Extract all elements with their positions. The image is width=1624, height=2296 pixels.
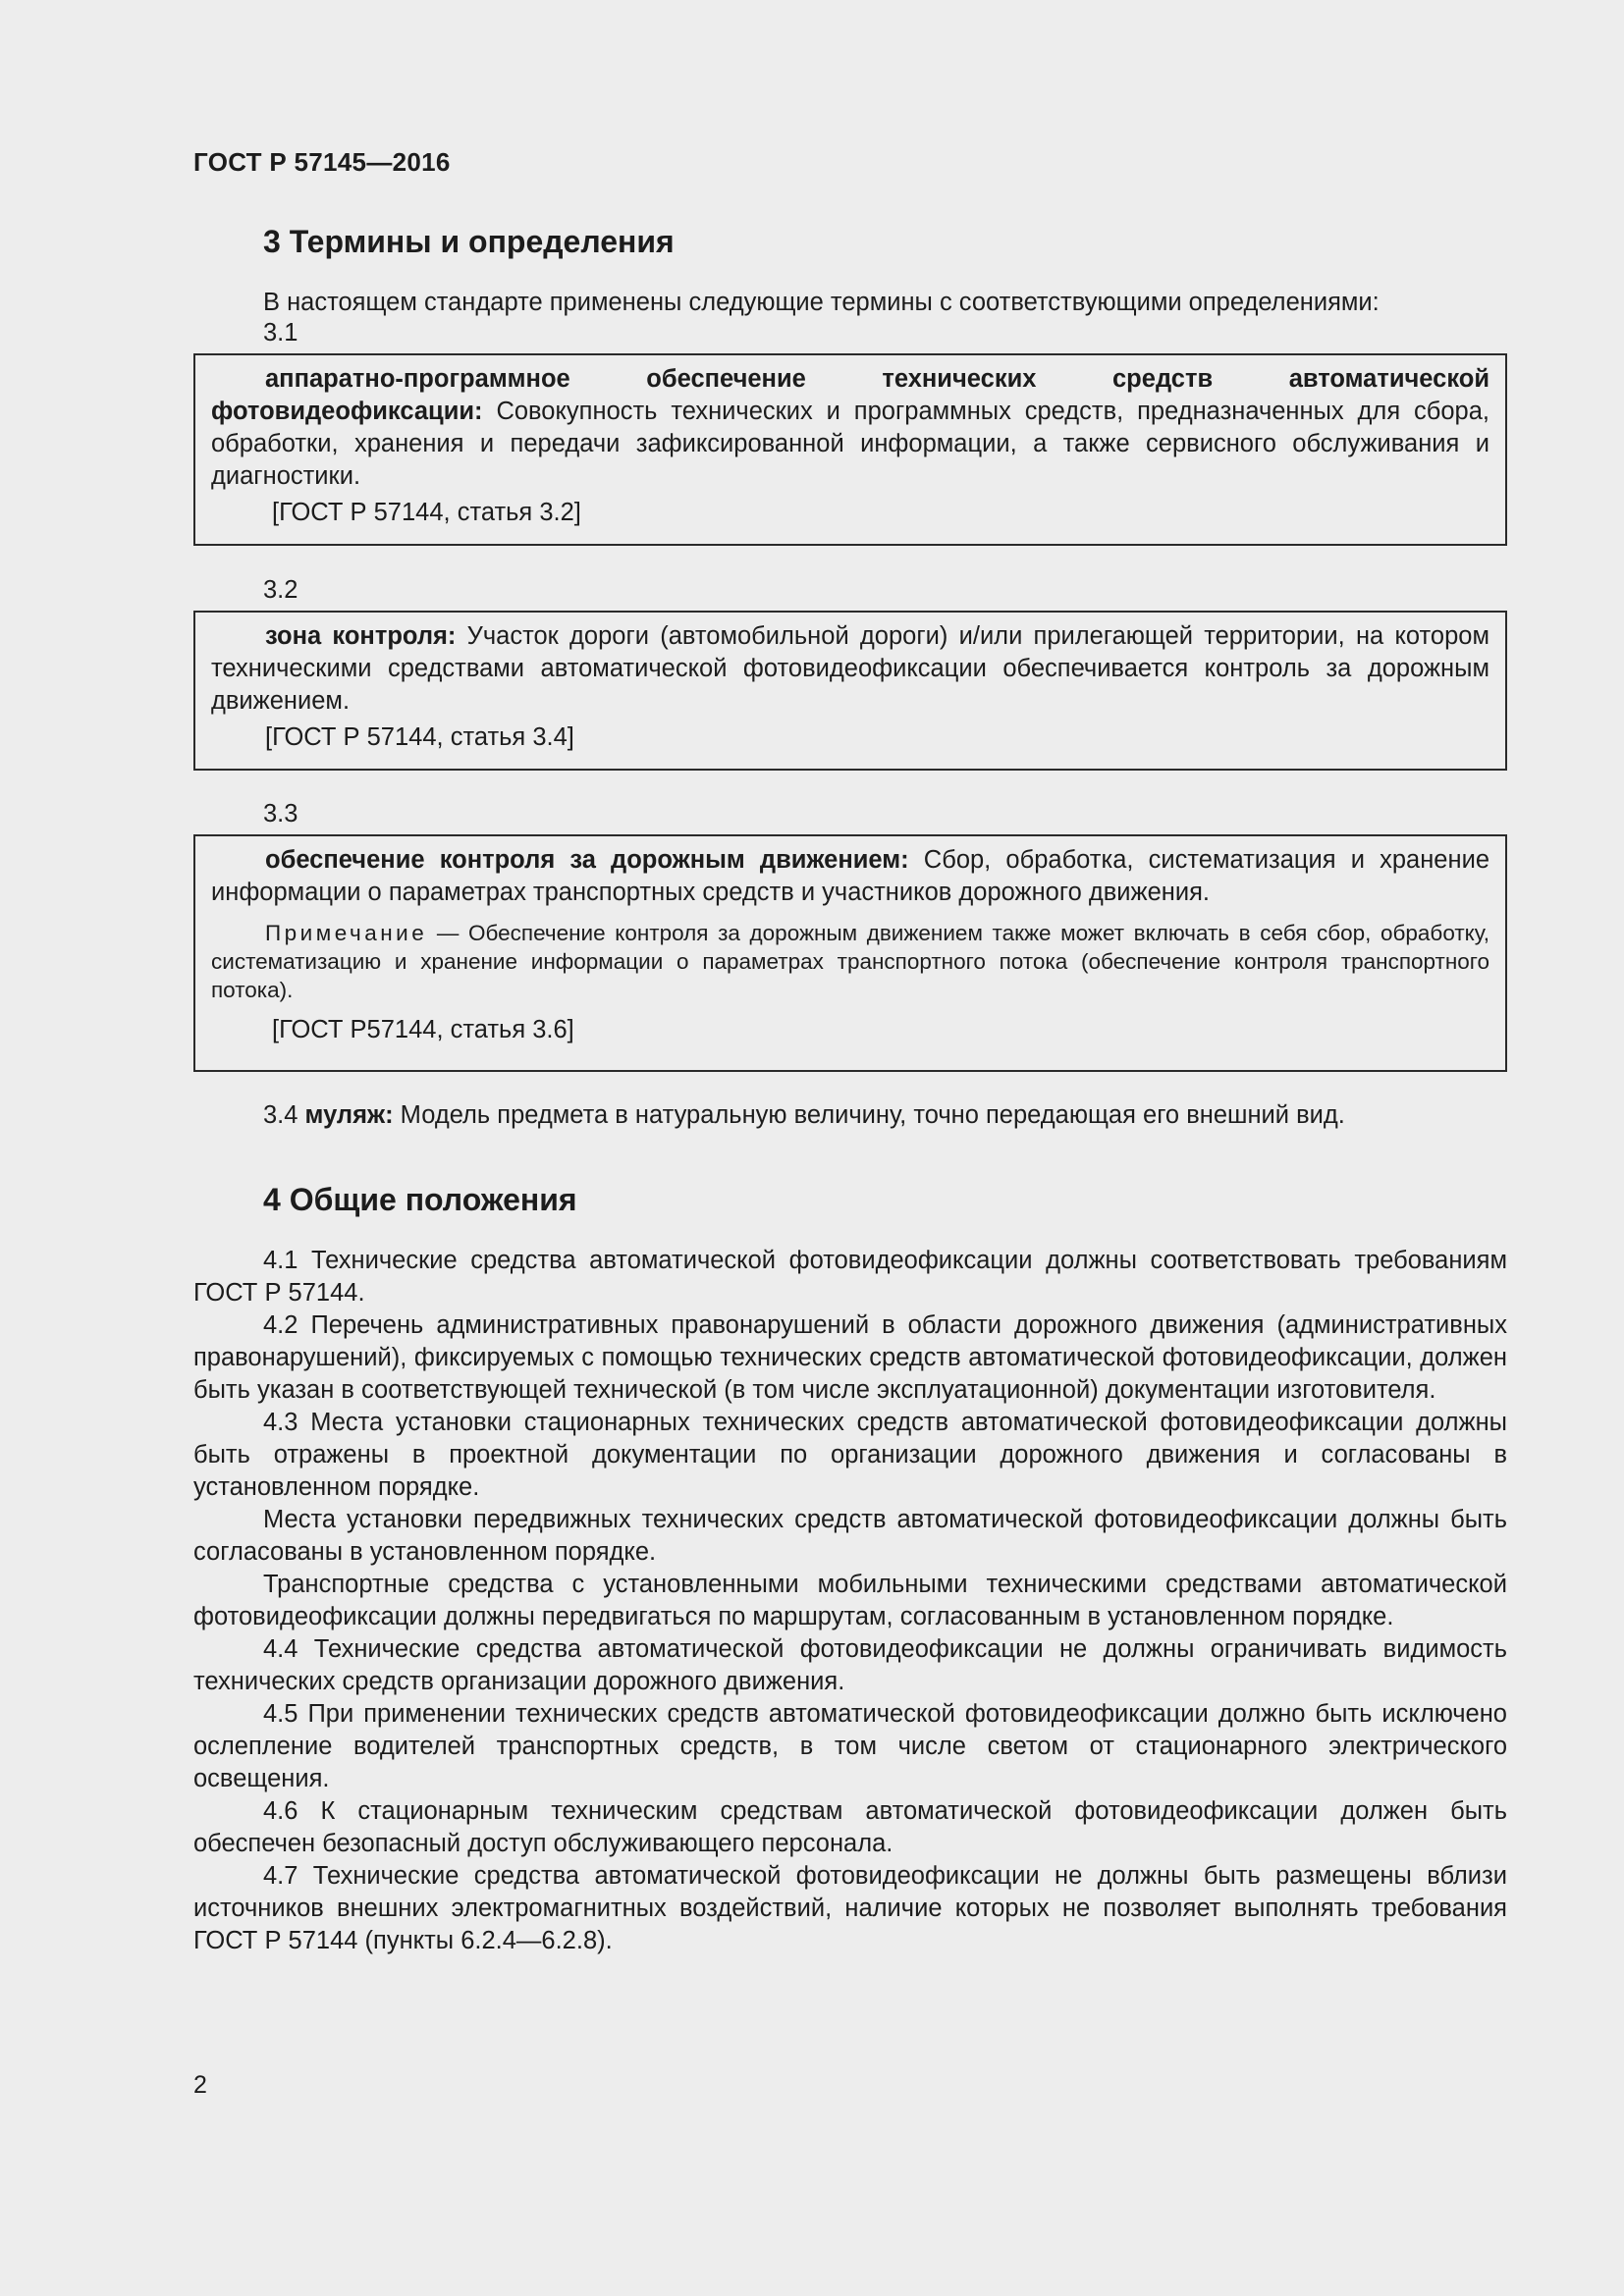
term-3-2-text bbox=[211, 620, 1489, 718]
note-label: Примечание bbox=[265, 921, 428, 945]
term-3-2-definition: Участок дороги (автомобильной дороги) и/или прилегающей территории, на котором техническими средствами автоматической фотовидеофиксации обеспечивается контроль за дорожным движением. bbox=[211, 622, 1489, 715]
term-3-3-source: [ГОСТ Р57144, статья 3.6] bbox=[272, 1016, 574, 1043]
term-3-4 bbox=[263, 1101, 1345, 1130]
term-3-3-note bbox=[211, 919, 1489, 1004]
term-3-1-definition: Совокупность технических и программных средств, предназначенных для сбора, обработки, хранения и передачи зафиксированной информации, а также сервисного обслуживания и диагностики. bbox=[211, 398, 1489, 490]
section-3-title: 3 Термины и определения bbox=[263, 224, 675, 259]
paragraph-4-5: 4.5 При применении технических средств автоматической фотовидеофиксации должно быть исключено ослепление водителей транспортных средств, в том числе светом от стационарного электрического освещения. bbox=[193, 1700, 1507, 1792]
term-3-3-number: 3.3 bbox=[263, 800, 298, 828]
term-3-3-definition: Сбор, обработка, систематизация и хранение информации о параметрах транспортных средств и участников дорожного движения. bbox=[211, 846, 1489, 906]
section-4-body bbox=[193, 1245, 1507, 1957]
paragraph-4-3-mobile-sites: Места установки передвижных технических средств автоматической фотовидеофиксации должны быть согласованы в установленном порядке. bbox=[193, 1506, 1507, 1566]
paragraph-4-3: 4.3 Места установки стационарных технических средств автоматической фотовидеофиксации должны быть отражены в проектной документации по организации дорожного движения и согласованы в установленном порядке. bbox=[193, 1409, 1507, 1501]
term-3-2-number: 3.2 bbox=[263, 576, 298, 604]
term-3-3-box bbox=[193, 834, 1507, 1072]
paragraph-4-7: 4.7 Технические средства автоматической фотовидеофиксации не должны быть размещены вблизи источников внешних электромагнитных воздействий, наличие которых не позволяет выполнять требования ГОСТ Р 57144 (пункты 6.2.4—6.2.8). bbox=[193, 1862, 1507, 1954]
term-3-3-text bbox=[211, 844, 1489, 909]
term-3-2-term: зона контроля: bbox=[265, 622, 457, 650]
page-number: 2 bbox=[193, 2071, 207, 2099]
term-3-4-number: 3.4 bbox=[263, 1101, 298, 1129]
paragraph-4-3-vehicles: Транспортные средства с установленными мобильными техническими средствами автоматической фотовидеофиксации должны передвигаться по маршрутам, согласованным в установленном порядке. bbox=[193, 1571, 1507, 1630]
term-3-1-text bbox=[211, 363, 1489, 493]
note-text: — Обеспечение контроля за дорожным движением также может включать в себя сбор, обработку, систематизацию и хранение информации о параметрах транспортного потока (обеспечение контроля транспортного потока). bbox=[211, 921, 1489, 1002]
term-3-4-definition: Модель предмета в натуральную величину, точно передающая его внешний вид. bbox=[393, 1101, 1345, 1129]
term-3-3-term: обеспечение контроля за дорожным движением: bbox=[265, 846, 909, 874]
paragraph-4-1: 4.1 Технические средства автоматической фотовидеофиксации должны соответствовать требованиям ГОСТ Р 57144. bbox=[193, 1247, 1507, 1307]
term-3-2-source: [ГОСТ Р 57144, статья 3.4] bbox=[265, 723, 574, 751]
document-page bbox=[193, 0, 1507, 2296]
term-3-4-term: муляж: bbox=[304, 1101, 394, 1129]
term-3-1-term: аппаратно-программное обеспечение технических средств автоматической фотовидеофиксации: bbox=[211, 365, 1489, 425]
section-4-title: 4 Общие положения bbox=[263, 1182, 577, 1217]
term-3-1-box bbox=[193, 353, 1507, 546]
document-header: ГОСТ Р 57145—2016 bbox=[193, 147, 451, 177]
term-3-1-number: 3.1 bbox=[263, 319, 298, 347]
paragraph-4-6: 4.6 К стационарным техническим средствам автоматической фотовидеофиксации должен быть обеспечен безопасный доступ обслуживающего персонала. bbox=[193, 1797, 1507, 1857]
paragraph-4-4: 4.4 Технические средства автоматической фотовидеофиксации не должны ограничивать видимость технических средств организации дорожного движения. bbox=[193, 1635, 1507, 1695]
section-3-intro: В настоящем стандарте применены следующие термины с соответствующими определениями: bbox=[263, 289, 1380, 316]
paragraph-4-2: 4.2 Перечень административных правонарушений в области дорожного движения (административных правонарушений), фиксируемых с помощью технических средств автоматической фотовидеофиксации, должен быть указан в соответствующей технической (в том числе эксплуатационной) документации изготовителя. bbox=[193, 1311, 1507, 1404]
term-3-1-source: [ГОСТ Р 57144, статья 3.2] bbox=[272, 499, 581, 526]
term-3-2-box bbox=[193, 611, 1507, 771]
